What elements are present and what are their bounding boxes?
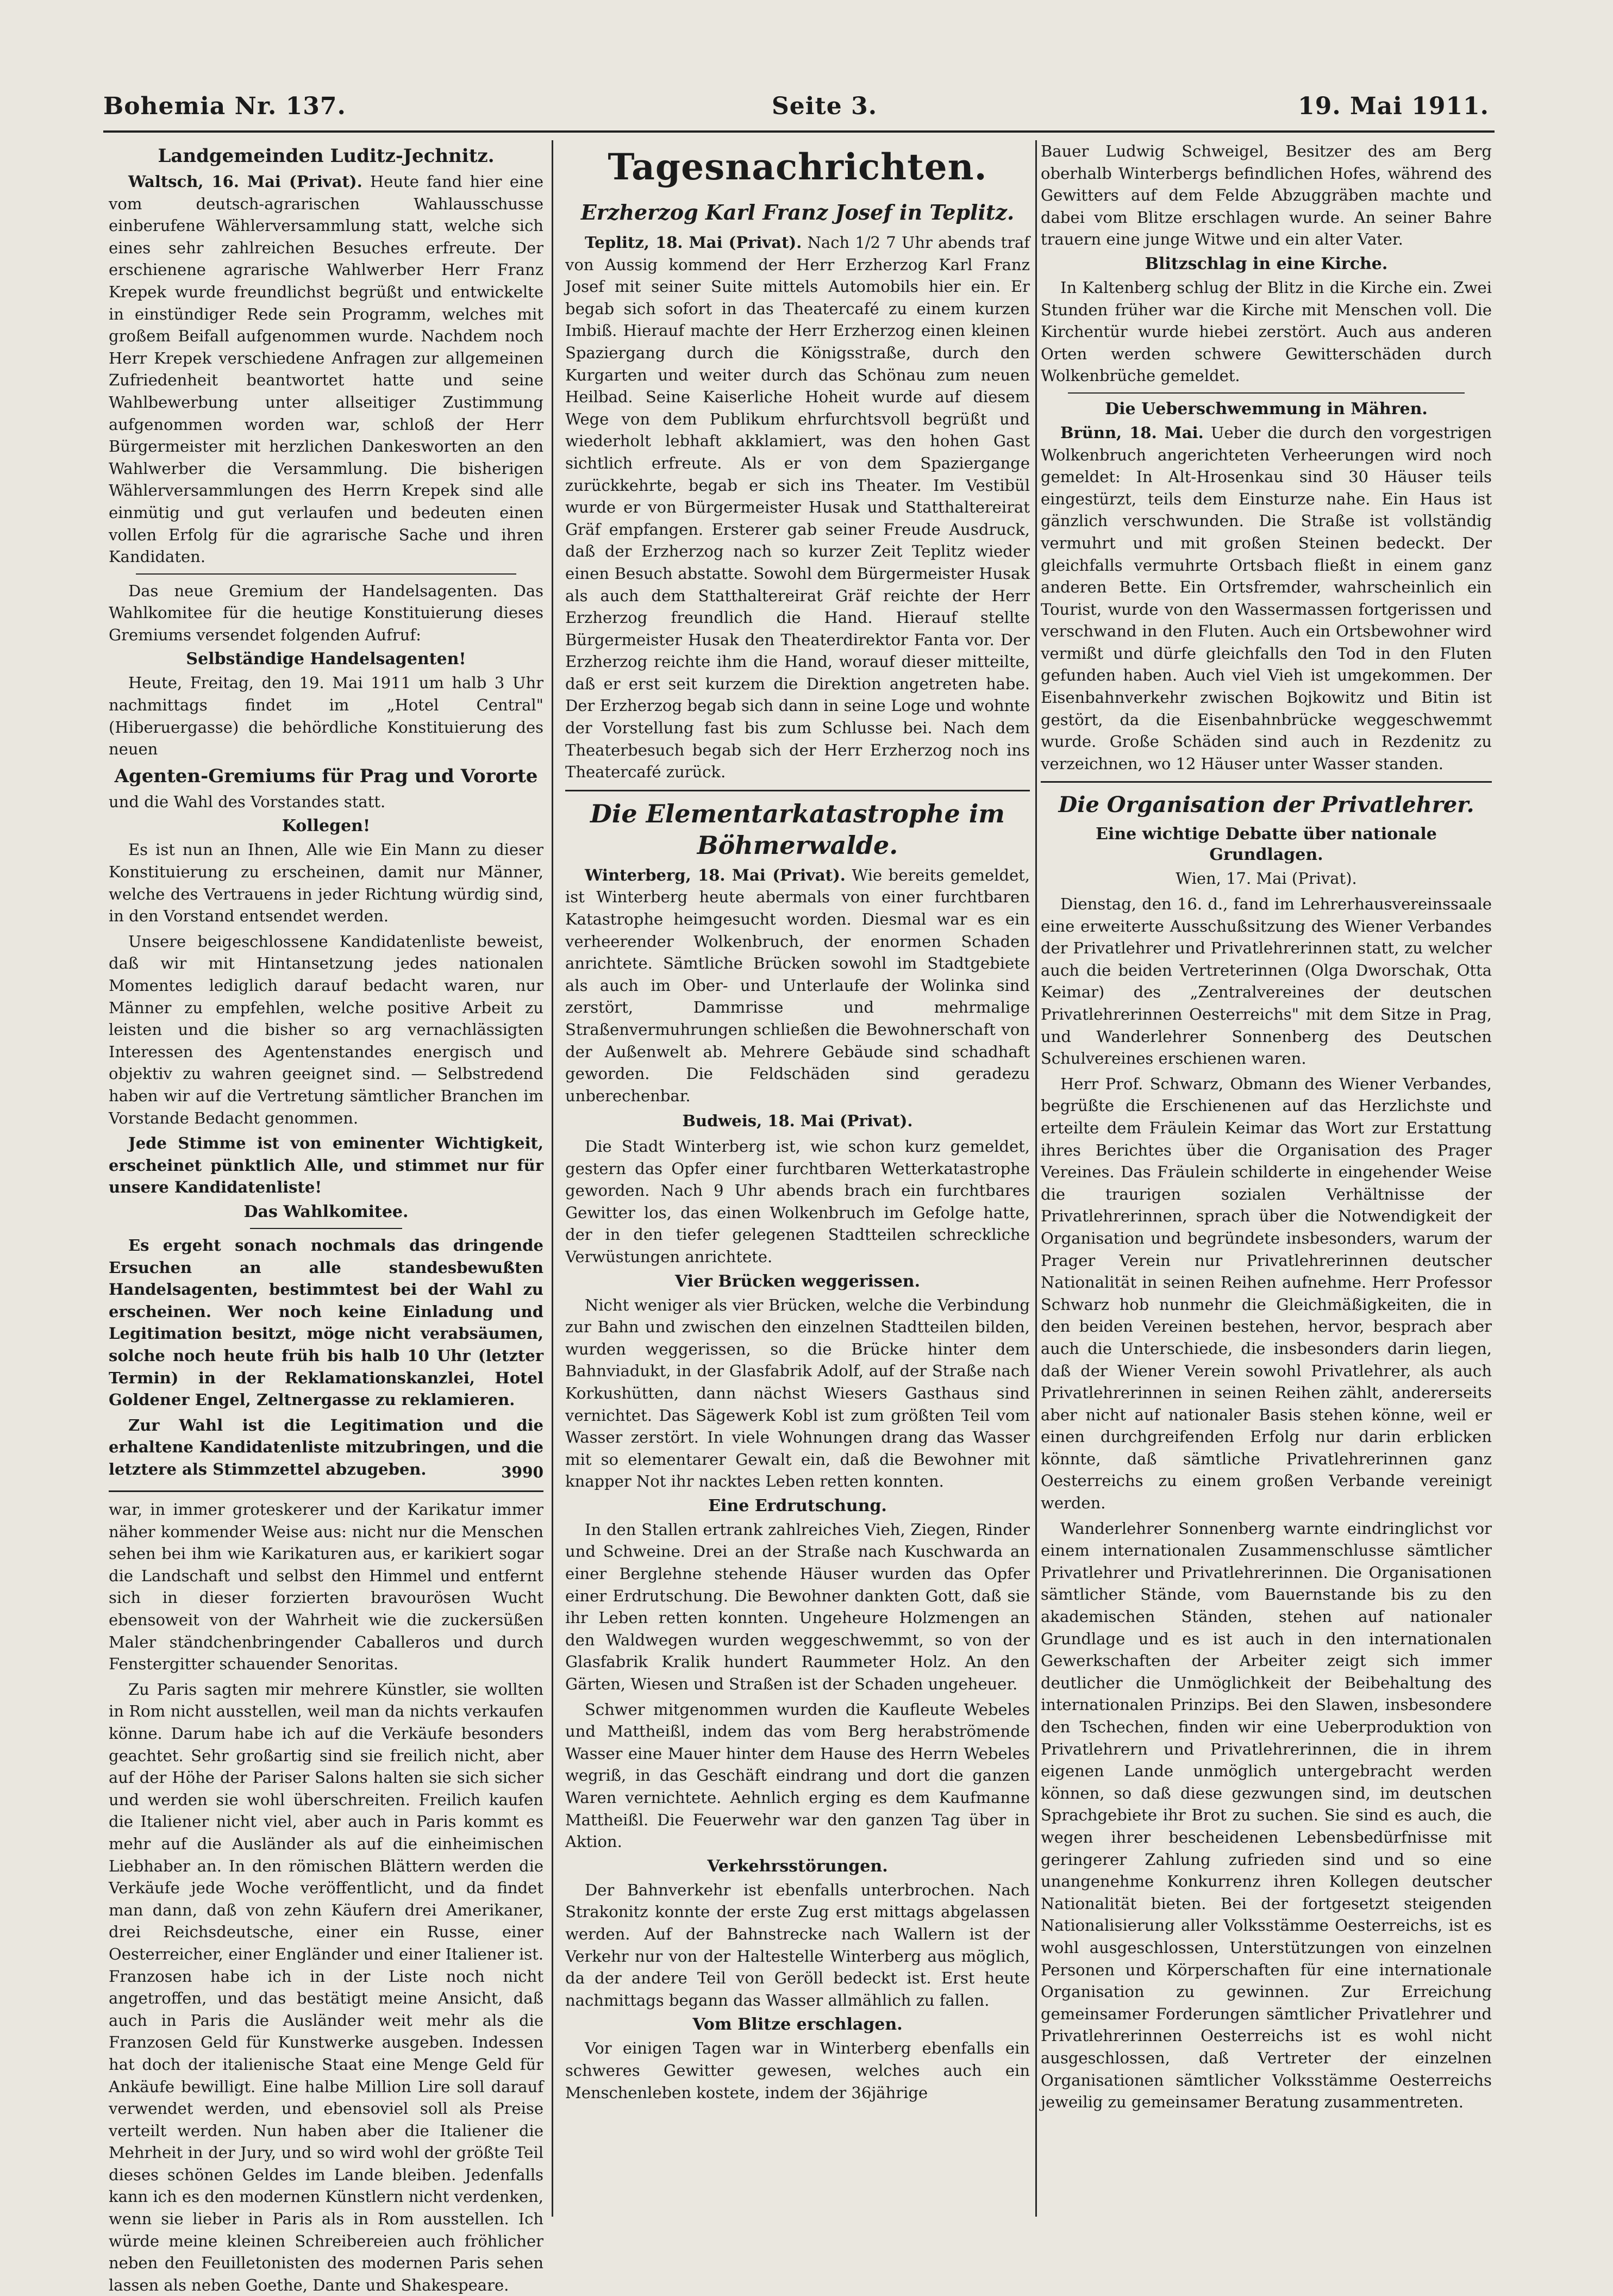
page-header — [103, 92, 1489, 136]
notice-text: und die Wahl des Vorstandes statt. — [109, 792, 386, 811]
subheading: Vom Blitze erschlagen. — [692, 2015, 903, 2035]
notice-text: Heute, Freitag, den 19. Mai 1911 um halb 3 Uhr nachmittags findet im „Hotel Central" (Hiberuergasse) die behördliche Konstituierung des neuen — [109, 673, 543, 759]
divider — [1041, 781, 1492, 783]
notice-kollegen: Kollegen! — [282, 816, 371, 836]
article-text: Herr Prof. Schwarz, Obmann des Wiener Verbandes, begrüßte die Erschienenen auf das Herzlichste und erteilte dem Fräulein Keimar das Wort zur Erstattung ihres Berichtes über die Organisation des Prager Vereines. Das Fräulein schilderte in eingehender Weise die traurigen sozialen Verhältnisse der Privatlehrerinnen, sprach über die Notwendigkeit der Organisation und begründete insbesonders, warum der Prager Verein nur Privatlehrerinnen deutscher Nationalität in seinen Reihen aufnehme. Herr Professor Schwarz hob nunmehr die Gleichmäßigkeiten, die in den beiden Vereinen bestehen, hervor, besprach aber auch die Unterschiede, die insbesonders darin liegen, daß der Wiener Verein sowohl Privatlehrer, als auch Privatlehrerinnen in seinen Reihen zählt, andererseits aber nicht auf nationaler Basis stehen könne, weil er einen durchgreifenden Erfolg nur darin erblicken könnte, daß sämtliche Privatlehrerinnen ganz Oesterreichs zu einem großen Verbande vereinigt werden. — [1041, 1074, 1492, 1513]
dateline: Budweis, 18. Mai (Privat). — [682, 1112, 913, 1131]
article-text: Bauer Ludwig Schweigel, Besitzer des am Berg oberhalb Winterbergs befindlichen Hofes, während des Gewitters auf dem Felde Abzuggräben machte und dabei vom Blitze erschlagen wurde. An seiner Bahre trauern eine junge Witwe und ein alter Vater. — [1041, 142, 1492, 249]
divider — [136, 573, 516, 575]
feuilleton-rule — [109, 1490, 543, 1492]
article-text: In den Stallen ertrank zahlreiches Vieh, Ziegen, Rinder und Schweine. Drei an der Straße nach Kuschwarda an einer Berglehne stehende Häuser wurden das Opfer einer Erdrutschung. Die Bewohner dankten Gott, daß sie ihr Leben retten konnten. Ungeheure Holzmengen an den Waldwegen wurden weggeschwemmt, so von der Glasfabrik Kralik hundert Raummeter Holz. An den Gärten, Wiesen und Straßen ist der Schaden ungeheuer. — [565, 1520, 1030, 1694]
feuilleton-text: Zu Paris sagten mir mehrere Künstler, sie wollten in Rom nicht ausstellen, weil man da nichts verkaufen könne. Darum habe ich auf die Verkäufe besonders geachtet. Sehr großartig sind sie freilich nicht, aber auf der Höhe der Pariser Salons halten sie sich sicher und werden sie wohl überschreiten. Freilich kaufen die Italiener nicht viel, aber auch in Paris kommt es mehr auf die Ausländer als auf die einheimischen Liebhaber an. In den römischen Blättern werden die Verkäufe jede Woche veröffentlicht, und da findet man dann, daß von zehn Käufern drei Amerikaner, drei Reichsdeutsche, einer ein Russe, einer Oesterreicher, einer Engländer und einer Italiener ist. Franzosen habe ich in der Liste noch nicht angetroffen, und das bestätigt meine Ansicht, daß auch in Paris die Ausländer weit mehr als die Franzosen Geld für Kunstwerke ausgeben. Indessen hat doch der italienische Staat eine Menge Geld für Ankäufe bewilligt. Eine halbe Million Lire soll darauf verwendet werden, und ebensoviel soll als Preise verteilt werden. Nun haben aber die Italiener die Mehrheit in der Jury, und so wird wohl der größte Teil dieses schönen Geldes im Lande bleiben. Jedenfalls kann ich es den modernen Künstlern nicht verdenken, wenn sie lieber in Paris als in Rom ausstellen. Ich würde meine kleinen Schreibereien auch fröhlicher neben den Feuilletonisten des modernen Paris sehen lassen als neben Goethe, Dante und Shakespeare. — [109, 1680, 543, 2294]
subheading: Vier Brücken weggerissen. — [674, 1271, 921, 1291]
article-heading-organisation: Die Organisation der Privatlehrer. — [1058, 792, 1474, 818]
article-text: Nicht weniger als vier Brücken, welche die Verbindung zur Bahn und zwischen den einzelnen Stadtteilen bilden, wurden weggerissen, so die Brücke hinter dem Bahnviadukt, in der Glasfabrik Adolf, auf der Straße nach Korkushütten, dann nächst Wiesers Gasthaus sind vernichtet. Das Sägewerk Kobl ist zum größten Teil vom Wasser zerstört. In viele Wohnungen drang das Wasser mit so elementarer Gewalt ein, daß die Bewohner mit knapper Not ihr nacktes Leben retten konnten. — [565, 1295, 1030, 1491]
subheading: Verkehrsstörungen. — [707, 1856, 888, 1876]
article-heading-katastrophe: Die Elementarkatastrophe im Böhmerwalde. — [590, 798, 1005, 860]
column-left — [109, 140, 543, 2294]
article-text: In Kaltenberg schlug der Blitz in die Kirche ein. Zwei Stunden früher war die Kirche mit Menschen voll. Die Kirchentür wurde hiebei zerstört. Auch aus anderen Orten werden schwere Gewitterschäden durch Wolkenbrüche gemeldet. — [1041, 278, 1492, 385]
notice-text: Es ergeht sonach nochmals das dringende Ersuchen an alle standesbewußten Handelsagenten, bestimmtest bei der Wahl zu erscheinen. Wer noch keine Einladung und Legitimation besitzt, möge nicht verabsäumen, solche noch heute früh bis halb 10 Uhr (letzter Termin) in der Reklamationskanzlei, Hotel Goldener Engel, Zeltnergasse zu reklamieren. — [109, 1236, 543, 1409]
dateline: Wien, 17. Mai (Privat). — [1176, 869, 1357, 888]
section-title: Tagesnachrichten. — [608, 146, 987, 188]
article-subheading: Eine wichtige Debatte über nationale Grundlagen. — [1096, 825, 1437, 865]
divider — [1068, 392, 1465, 394]
page-number: Seite 3. — [772, 92, 878, 120]
article-text: Nach 1/2 7 Uhr abends traf von Aussig kommend der Herr Erzherzog Karl Franz Josef mit seiner Suite mittels Automobils hier ein. Er begab sich sofort in das Theatercafé zu einem kurzen Imbiß. Hierauf machte der Herr Erzherzog einen kleinen Spaziergang durch die Königsstraße, durch den Kurgarten und weiter durch das Schönau zum neuen Heilbad. Seine Kaiserliche Hoheit wurde auf diesem Wege von dem Publikum ehrfurchtsvoll begrüßt und wiederholt lebhaft akklamiert, was den hohen Gast sichtlich erfreute. Als er von dem Spaziergange zurückkehrte, begab er sich ins Theater. Im Vestibül wurde er von Bürgermeister Husak und Statthaltereirat Gräf empfangen. Ersterer gab seiner Freude Ausdruck, daß der Erzherzog nach so kurzer Zeit Teplitz wieder einen Besuch abstatte. Sowohl dem Bürgermeister Husak als auch dem Statthaltereirat Gräf reichte der Herr Erzherzog freundlich die Hand. Hierauf stellte Bürgermeister Husak den Theaterdirektor Fanta vor. Der Erzherzog reichte ihm die Hand, worauf dieser mitteilte, daß er erst seit kurzem die Direktion angetreten habe. Der Erzherzog begab sich dann in seine Loge und wohnte der Vorstellung fast bis zum Schlusse bei. Nach dem Theaterbesuch begab sich der Herr Erzherzog noch ins Theatercafé zurück. — [565, 233, 1030, 782]
article-text: Ueber die durch den vorgestrigen Wolkenbruch angerichteten Verheerungen wird noch gemeldet: In Alt-Hrosenkau sind 30 Häuser teils eingestürzt, teils dem Einsturze nahe. Ein Haus ist gänzlich verschwunden. Die Straße ist vollständig vermuhrt und mit großen Steinen bedeckt. Der gleichfalls vermuhrte Ortsbach fließt in einem ganz anderen Bette. Ein Ortsfremder, wahrscheinlich ein Tourist, wurde von den Wassermassen fortgerissen und verschwand in den Fluten. Auch ein Ortsbewohner wird vermißt und dürfe gleichfalls den Tod in den Fluten gefunden haben. Auch viel Vieh ist umgekommen. Der Eisenbahnverkehr zwischen Bojkowitz und Bitin ist gestört, da die Eisenbahnbrücke weggeschwemmt wurde. Große Schäden sind auch in Rezdenitz zu verzeichnen, wo 12 Häuser unter Wasser standen. — [1041, 423, 1492, 773]
column-divider — [552, 140, 553, 2217]
subheading: Blitzschlag in eine Kirche. — [1145, 254, 1388, 273]
dateline: Brünn, 18. Mai. — [1060, 423, 1204, 442]
dateline: Waltsch, 16. Mai (Privat). — [128, 172, 362, 191]
article-text: Vor einigen Tagen war in Winterberg ebenfalls ein schweres Gewitter gewesen, welches auch ein Menschenleben kostete, indem der 36jährige — [565, 2039, 1030, 2102]
divider — [250, 1228, 402, 1229]
feuilleton-text: war, in immer groteskerer und der Karikatur immer näher kommender Weise aus: nicht nur die Menschen sehen bei ihm wie Karikaturen aus, er karikiert sogar die Landschaft und selbst den Himmel und entfernt sich in dieser forzierten bravourösen Wucht ebensoweit von der Wahrheit wie die zuckersüßen Maler ständchenbringender Caballeros und durch Fenstergitter schauender Senoritas. — [109, 1500, 543, 1674]
article-text: Die Stadt Winterberg ist, wie schon kurz gemeldet, gestern das Opfer einer furchtbaren Wetterkatastrophe geworden. Nach 9 Uhr abends brach ein furchtbares Gewitter los, das einen Wolkenbruch im Gefolge hatte, der in den tiefer gelegenen Stadtteilen schreckliche Verwüstungen anrichtete. — [565, 1137, 1030, 1266]
notice-gremium-name: Agenten-Gremiums für Prag und Vororte — [114, 765, 538, 787]
notice-appeal: Jede Stimme ist von eminenter Wichtigkeit, erscheinet pünktlich Alle, und stimmet nur für unsere Kandidatenliste! — [109, 1134, 543, 1197]
article-text: Wie bereits gemeldet, ist Winterberg heute abermals von einer furchtbaren Katastrophe heimgesucht worden. Diesmal war es ein verheerender Wolkenbruch, der enormen Schaden anrichtete. Sämtliche Brücken sowohl im Stadtgebiete als auch im Ober- und Unterlaufe der Wolinka sind zerstört, Dammrisse und mehrmalige Straßenvermuhrungen schließen die Bewohnerschaft von der Außenwelt ab. Mehrere Gebäude sind schadhaft geworden. Die Feldschäden sind geradezu unberechenbar. — [565, 865, 1030, 1105]
notice-code: 3990 — [501, 1463, 543, 1482]
header-rule — [103, 130, 1495, 133]
article-text: Schwer mitgenommen wurden die Kaufleute Webeles und Mattheißl, indem das vom Berg herabströmende Wasser eine Mauer hinter dem Hause des Herrn Webeles wegriß, in das Geschäft eindrang und dort die ganzen Waren vernichtete. Aehnlich erging es dem Kaufmanne Mattheißl. Die Feuerwehr war den ganzen Tag über in Aktion. — [565, 1700, 1030, 1851]
notice-text: Zur Wahl ist die Legitimation und die erhaltene Kandidatenliste mitzubringen, und die letztere als Stimmzettel abzugeben. — [109, 1415, 543, 1478]
issue-date: 19. Mai 1911. — [1298, 92, 1489, 120]
column-divider — [1035, 140, 1037, 2217]
article-text: Der Bahnverkehr ist ebenfalls unterbrochen. Nach Strakonitz konnte der erste Zug erst mittags abgelassen werden. Auf der Bahnstrecke nach Wallern ist der Verkehr nur von der Haltestelle Winterberg aus möglich, da der andere Teil von Geröll bedeckt ist. Erst heute nachmittags begann das Wasser allmählich zu fallen. — [565, 1880, 1030, 2010]
dateline: Teplitz, 18. Mai (Privat). — [585, 233, 802, 252]
divider — [565, 790, 1030, 791]
notice-text: Es ist nun an Ihnen, Alle wie Ein Mann zu dieser Konstituierung zu erscheinen, damit nur Männer, welche des Vertrauens in jeder Richtung würdig sind, in den Vorstand entsendet werden. — [109, 840, 543, 926]
notice-heading: Selbständige Handelsagenten! — [186, 650, 466, 669]
column-right — [1041, 140, 1492, 2206]
newspaper-issue: Bohemia Nr. 137. — [103, 92, 346, 120]
article-heading-luditz: Landgemeinden Luditz-Jechnitz. — [158, 145, 495, 167]
article-text: Dienstag, den 16. d., fand im Lehrerhausvereinssaale eine erweiterte Ausschußsitzung des Wiener Verbandes der Privatlehrer und Privatlehrerinnen statt, zu welcher auch die beiden Vertreterinnen (Olga Dworschak, Otta Keimar) des „Zentralvereines der deutschen Privatlehrerinnen Oesterreichs" mit dem Sitze in Prag, und Wanderlehrer Sonnenberg des Deutschen Schulvereines erschienen waren. — [1041, 895, 1492, 1068]
article-heading-erzherzog: Erzherzog Karl Franz Josef in Teplitz. — [580, 200, 1015, 224]
dateline: Winterberg, 18. Mai (Privat). — [585, 865, 846, 884]
subheading: Die Ueberschwemmung in Mähren. — [1105, 399, 1428, 419]
notice-signature: Das Wahlkomitee. — [243, 1202, 409, 1221]
article-intro-gremium: Das neue Gremium der Handelsagenten. Das Wahlkomitee für die heutige Konstituierung dieses Gremiums versendet folgenden Aufruf: — [109, 581, 543, 644]
article-text: Heute fand hier eine vom deutsch-agrarischen Wahlausschusse einberufene Wählerversammlung statt, welche sich eines sehr zahlreichen Besuches erfreute. Der erschienene agrarische Wahlwerber Herr Franz Krepek wurde freundlichst begrüßt und entwickelte in einstündiger Rede sein Programm, welches mit großem Beifall aufgenommen wurde. Nachdem noch Herr Krepek verschiedene Anfragen zur allgemeinen Zufriedenheit beantwortet hatte und seine Wahlbewerbung unter allseitiger Zustimmung aufgenommen worden war, schloß der Herr Bürgermeister mit herzlichen Dankesworten an den Wahlwerber die Versammlung. Die bisherigen Wählerversammlungen des Herrn Krepek sind alle einmütig und gut verlaufen und bedeuten einen vollen Erfolg für die agrarische Sache und ihren Kandidaten. — [109, 172, 543, 566]
notice-text: Unsere beigeschlossene Kandidatenliste beweist, daß wir mit Hintansetzung jedes nationalen Momentes lediglich darauf bedacht waren, nur Männer zu empfehlen, welche positive Arbeit zu leisten und die bisher so arg vernachlässigten Interessen des Agentenstandes energisch und objektiv zu wahren geeignet sind. — Selbstredend haben wir auf die Vertretung sämtlicher Branchen im Vorstande Bedacht genommen. — [109, 932, 543, 1127]
subheading: Eine Erdrutschung. — [708, 1496, 887, 1515]
article-text: Wanderlehrer Sonnenberg warnte eindringlichst vor einem internationalen Zusammenschlusse sämtlicher Privatlehrer und Privatlehrerinnen. Die Organisationen sämtlicher Stände, vom Bauernstande bis zu den akademischen Ständen, stehen auf nationaler Grundlage und es ist auch in den internationalen Gewerkschaften der Arbeiter zeigt sich immer deutlicher die Unmöglichkeit der Beibehaltung des internationalen Prinzips. Bei den Slawen, insbesondere den Tschechen, finden wir eine Ueberproduktion von Privatlehrern und Privatlehrerinnen, die in ihrem eigenen Lande unmöglich untergebracht werden können, so daß diese gezwungen sind, im deutschen Sprachgebiete ihr Brot zu suchen. Sie sind es auch, die wegen ihrer bescheidenen Lebensbedürfnisse mit geringerer Zahlung zufrieden sind und so eine unangenehme Konkurrenz ihren Kollegen deutscher Nationalität bieten. Bei der fortgesetzt steigenden Nationalisierung aller Volksstämme Oesterreichs, ist es wohl ausgeschlossen, Unterstützungen von einzelnen Personen und Körperschaften für eine internationale Organisation zu gewinnen. Zur Erreichung gemeinsamer Forderungen sämtlicher Privatlehrer und Privatlehrerinnen Oesterreichs ist es wohl nicht ausgeschlossen, daß Vertreter der einzelnen Organisationen sämtlicher Volksstämme Oesterreichs jeweilig zu gemeinsamer Beratung zusammentreten. — [1041, 1519, 1492, 2112]
column-center — [565, 140, 1030, 2206]
